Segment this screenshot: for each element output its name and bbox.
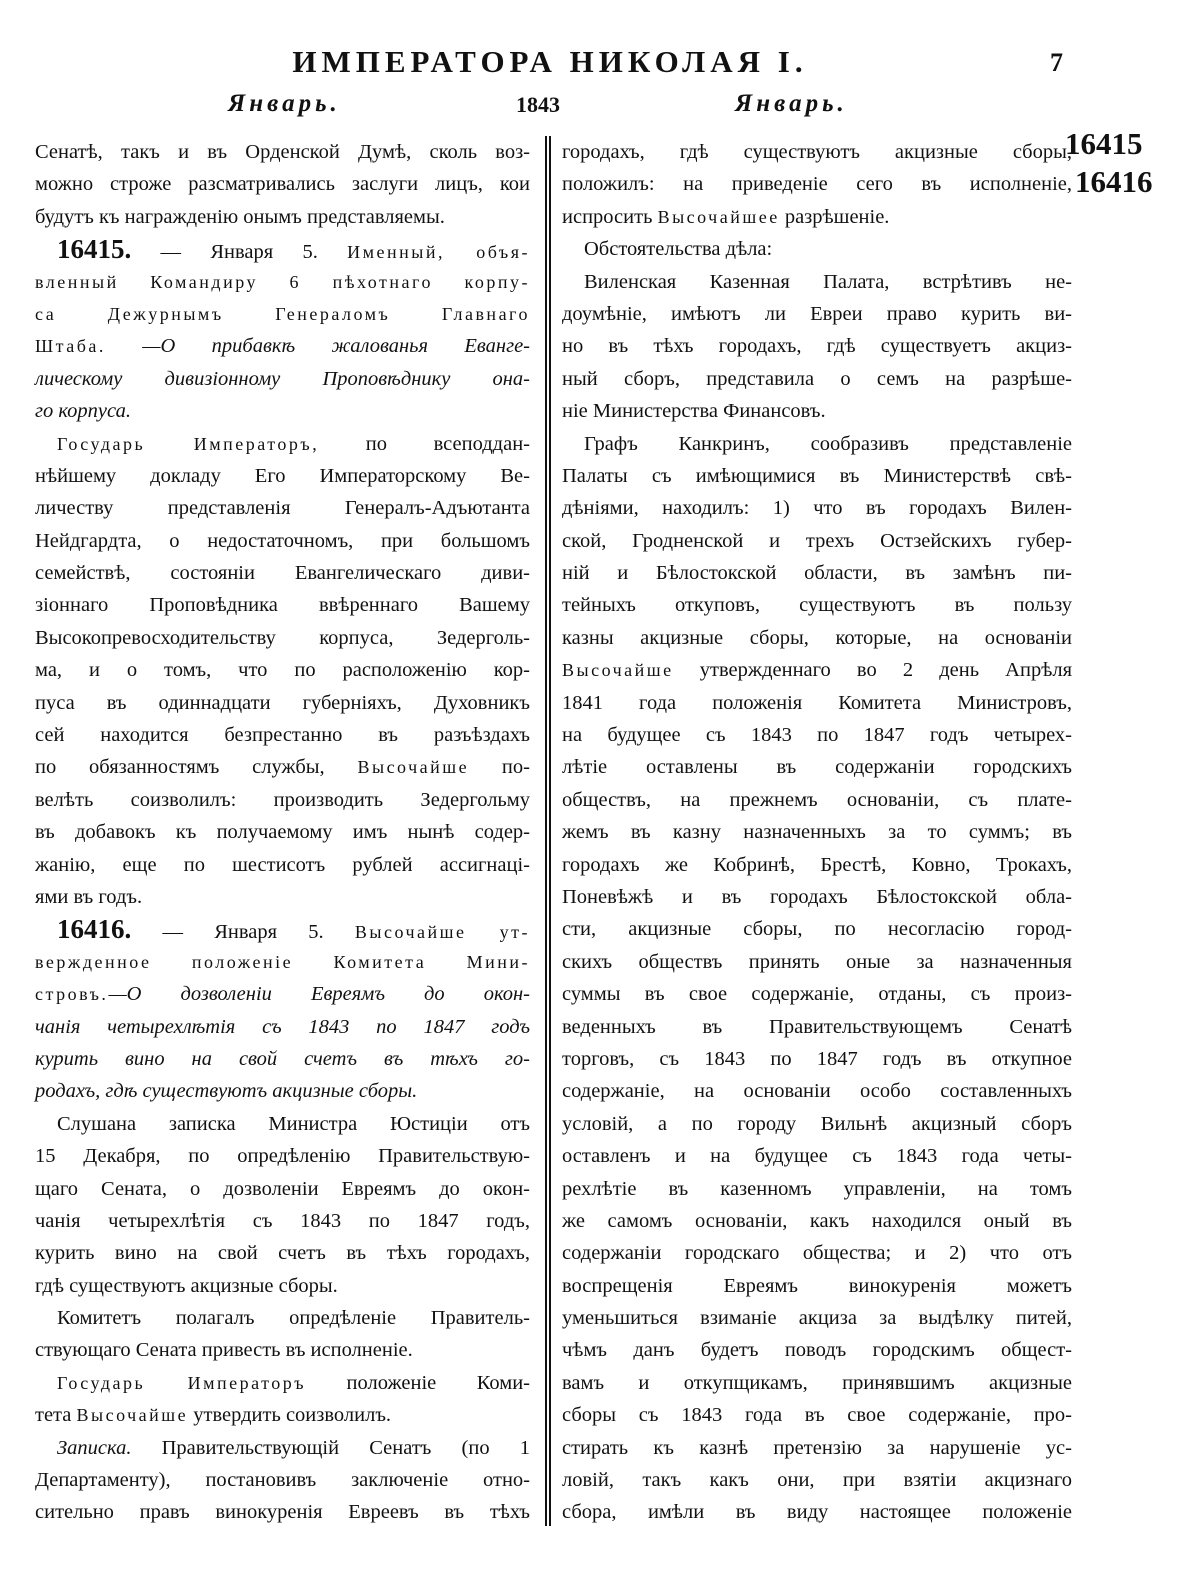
- text-run: городахъ, гдѣ существуютъ акцизные сборы,: [562, 141, 1072, 163]
- text-run: стровъ.: [35, 984, 109, 1005]
- text-run: ный сборъ, представила о семъ на разрѣше-: [562, 367, 1072, 390]
- text-line: [562, 687, 1072, 719]
- text-line: [35, 784, 530, 816]
- text-line: [562, 1011, 1072, 1043]
- text-run: по всеподдан-: [319, 432, 530, 455]
- text-line: [35, 1367, 530, 1399]
- text-run: Именный, объя-: [347, 242, 530, 263]
- text-line: [35, 849, 530, 881]
- entry-number: 16415.: [57, 234, 132, 265]
- text-line: [35, 1173, 530, 1205]
- text-line: [562, 1173, 1072, 1205]
- text-line: [562, 1205, 1072, 1237]
- text-line: [35, 1270, 530, 1302]
- year: 1843: [516, 92, 560, 117]
- text-run: уменьшиться взиманіе акциза за выдѣлку питей,: [562, 1307, 1072, 1330]
- text-run: содержаніе, на основаніи особо составленныхъ: [562, 1080, 1072, 1103]
- text-run: сей находится безпрестанно въ разъѣздахъ: [35, 724, 530, 747]
- text-line: [562, 525, 1072, 557]
- text-line: [35, 946, 530, 978]
- text-line: [562, 622, 1072, 654]
- text-line: [35, 1432, 530, 1464]
- text-line: [35, 913, 530, 945]
- text-line: [562, 1496, 1072, 1528]
- text-run: на будущее съ 1843 по 1847 годъ четырех-: [562, 724, 1072, 747]
- text-run: ніе Министерства Финансовъ.: [562, 400, 826, 423]
- text-line: [562, 1108, 1072, 1140]
- text-run: же самомъ основаніи, какъ находился оный въ: [562, 1209, 1072, 1232]
- text-line: [562, 881, 1072, 913]
- text-run: 1841 года положенія Комитета Министровъ,: [562, 691, 1072, 714]
- text-line: [562, 233, 1072, 265]
- text-run: испросить: [562, 205, 658, 228]
- text-line: [562, 266, 1072, 298]
- text-run: казны акцизные сборы, которые, на основаніи: [562, 626, 1072, 649]
- text-run: положилъ: на приведеніе сего въ исполненіе,: [562, 173, 1072, 196]
- text-run: Сенатѣ, такъ и въ Орденской Думѣ, сколь воз-: [35, 141, 530, 163]
- text-line: [35, 201, 530, 233]
- text-run: Виленская Казенная Палата, встрѣтивъ не-: [584, 270, 1072, 293]
- text-run: личеству представленія Генералъ-Адъютанта: [35, 497, 530, 520]
- running-title: ИМПЕРАТОРА НИКОЛАЯ I.: [292, 44, 808, 79]
- text-run: пуса въ одиннадцати губерніяхъ, Духовникъ: [35, 691, 530, 714]
- text-line: [562, 1367, 1072, 1399]
- text-run: тейныхъ откуповъ, существуютъ въ пользу: [562, 594, 1072, 617]
- text-run: скихъ обществъ принять оные за назначенныя: [562, 950, 1072, 973]
- text-line: [562, 654, 1072, 686]
- text-line: [35, 1043, 530, 1075]
- text-run: утвердить соизволилъ.: [188, 1404, 392, 1427]
- text-run: Штаба.: [35, 336, 106, 357]
- text-run: можно строже разсматривались заслуги лицъ, кои: [35, 173, 530, 196]
- text-line: [35, 298, 530, 330]
- text-line: [562, 363, 1072, 395]
- text-run: гдѣ существуютъ акцизные сборы.: [35, 1274, 338, 1297]
- text-run: веденныхъ въ Правительствующемъ Сенатѣ: [562, 1015, 1072, 1038]
- text-run: родахъ, гдѣ существуютъ акцизные сборы.: [35, 1080, 418, 1103]
- text-run: сительно правъ винокуренія Евреевъ въ тѣхъ: [35, 1501, 530, 1524]
- text-line: [562, 557, 1072, 589]
- text-line: [562, 1302, 1072, 1334]
- text-run: утвержденнаго во 2 день Апрѣля: [673, 659, 1072, 682]
- text-line: [562, 168, 1072, 200]
- text-line: [562, 1399, 1072, 1431]
- text-run: Высочайше: [357, 757, 470, 778]
- text-run: — Января 5.: [131, 241, 348, 264]
- text-line: [35, 136, 530, 168]
- text-line: [562, 1464, 1072, 1496]
- text-line: [35, 1075, 530, 1107]
- text-line: [562, 946, 1072, 978]
- text-run: ской, Гродненской и трехъ Остзейскихъ губер-: [562, 529, 1072, 552]
- text-run: нѣйшему докладу Его Императорскому Ве-: [35, 464, 530, 487]
- column-divider: [545, 136, 551, 1526]
- text-run: ловій, такъ какъ они, при взятіи акцизнаго: [562, 1469, 1072, 1492]
- page-number: 7: [1050, 48, 1063, 77]
- month-right: Январь.: [735, 90, 848, 117]
- text-run: обществъ, на прежнемъ основаніи, съ плате-: [562, 788, 1072, 811]
- text-line: [562, 201, 1072, 233]
- text-run: ма, и о томъ, что по расположенію кор-: [35, 659, 530, 682]
- text-run: щаго Сената, о дозволеніи Евреямъ до окон-: [35, 1177, 530, 1200]
- text-line: [35, 460, 530, 492]
- text-line: [35, 168, 530, 200]
- text-run: тета: [35, 1404, 77, 1427]
- text-run: ній и Бѣлостокской области, въ замѣнъ пи-: [562, 562, 1072, 585]
- text-line: [35, 816, 530, 848]
- text-line: [562, 913, 1072, 945]
- text-run: Высочайше: [562, 660, 674, 681]
- text-line: [35, 1399, 530, 1431]
- text-run: вленный Командиру 6 пѣхотнаго корпу-: [35, 271, 530, 292]
- text-run: въ добавокъ къ получаемому имъ нынѣ содер-: [35, 821, 530, 844]
- entry-number: 16416.: [57, 914, 132, 945]
- text-run: дѣніями, находилъ: 1) что въ городахъ Вилен-: [562, 497, 1072, 520]
- text-line: [562, 460, 1072, 492]
- text-run: доумѣніе, имѣютъ ли Евреи право курить ви-: [562, 302, 1072, 325]
- text-line: [562, 816, 1072, 848]
- text-line: [562, 428, 1072, 460]
- text-line: [562, 589, 1072, 621]
- left-column: [35, 136, 530, 1529]
- text-run: курить вино на свой счетъ въ тѣхъ городахъ,: [35, 1242, 530, 1265]
- text-line: [562, 784, 1072, 816]
- text-run: но въ тѣхъ городахъ, гдѣ существуетъ акциз-: [562, 335, 1072, 358]
- text-run: зіоннаго Проповѣдника ввѣреннаго Вашему: [35, 594, 530, 617]
- text-run: жанію, еще по шестисотъ рублей ассигнаці-: [35, 853, 530, 876]
- text-run: го корпуса.: [35, 400, 131, 423]
- text-line: [562, 1043, 1072, 1075]
- text-line: [35, 1334, 530, 1366]
- text-line: [35, 1205, 530, 1237]
- text-line: [35, 881, 530, 913]
- text-run: Правительствующій Сенатъ (по 1: [131, 1436, 530, 1459]
- text-line: [35, 1011, 530, 1043]
- text-run: Палаты съ имѣющимися въ Министерствѣ свѣ-: [562, 464, 1072, 487]
- text-line: [35, 654, 530, 686]
- text-run: суммы въ свое содержаніе, отданы, съ произ-: [562, 983, 1072, 1006]
- text-line: [35, 266, 530, 298]
- text-line: [35, 1496, 530, 1528]
- text-run: рехлѣтіе въ казенномъ управленіи, на томъ: [562, 1177, 1072, 1200]
- text-line: [35, 589, 530, 621]
- text-run: разрѣшеніе.: [779, 205, 890, 228]
- text-line: [562, 1432, 1072, 1464]
- text-run: Обстоятельства дѣла:: [584, 238, 773, 261]
- text-run: ствующаго Сената привесть въ исполненіе.: [35, 1339, 413, 1362]
- text-run: чанія четырехлѣтія съ 1843 по 1847 годъ: [35, 1015, 530, 1038]
- text-line: [35, 492, 530, 524]
- text-line: [35, 233, 530, 265]
- text-line: [562, 395, 1072, 427]
- text-line: [562, 1140, 1072, 1172]
- text-run: —О дозволеніи Евреямъ до окон-: [108, 983, 530, 1006]
- text-run: ями въ годъ.: [35, 885, 143, 908]
- text-run: по-: [469, 756, 530, 779]
- text-line: [35, 719, 530, 751]
- text-line: [562, 1237, 1072, 1269]
- text-line: [562, 1075, 1072, 1107]
- text-run: Государь Императоръ,: [57, 433, 320, 454]
- text-line: [35, 525, 530, 557]
- text-line: [35, 978, 530, 1010]
- right-column: [562, 136, 1072, 1529]
- text-run: вержденное положеніе Комитета Мини-: [35, 951, 530, 972]
- text-run: чанія четырехлѣтія съ 1843 по 1847 годъ,: [35, 1209, 530, 1232]
- text-run: по обязанностямъ службы,: [35, 756, 358, 779]
- text-run: Высочайше: [76, 1405, 189, 1426]
- text-run: вамъ и откупщикамъ, принявшимъ акцизные: [562, 1371, 1072, 1394]
- text-line: [562, 751, 1072, 783]
- text-run: сти, акцизные сборы, по несогласію город-: [562, 918, 1072, 941]
- text-run: будутъ къ награжденію онымъ представляемы.: [35, 205, 445, 228]
- text-line: [35, 428, 530, 460]
- text-run: содержаніи городскаго общества; и 2) что отъ: [562, 1242, 1072, 1265]
- text-line: [562, 1270, 1072, 1302]
- text-run: воспрещенія Евреямъ винокуренія можетъ: [562, 1274, 1072, 1297]
- text-run: Государь Императоръ: [57, 1372, 307, 1393]
- text-run: Высокопревосходительству корпуса, Зедерголь-: [35, 626, 530, 649]
- text-run: Высочайшее: [657, 206, 780, 227]
- text-run: чѣмъ данъ будетъ поводъ городскимъ общест-: [562, 1339, 1072, 1362]
- text-run: курить вино на свой счетъ въ тѣхъ го-: [35, 1047, 530, 1070]
- text-line: [35, 1464, 530, 1496]
- text-run: — Января 5.: [131, 921, 355, 944]
- month-left: Январь.: [228, 90, 341, 117]
- text-line: [562, 849, 1072, 881]
- text-run: Графъ Канкринъ, сообразивъ представленіе: [584, 432, 1072, 455]
- text-line: [35, 363, 530, 395]
- text-line: [562, 492, 1072, 524]
- text-run: городахъ же Кобринѣ, Брестѣ, Ковно, Трокахъ,: [562, 853, 1072, 876]
- text-run: сборы съ 1843 года въ свое содержаніе, про-: [562, 1404, 1072, 1427]
- text-run: Слушана записка Министра Юстиціи отъ: [57, 1112, 530, 1135]
- text-run: Высочайше ут-: [354, 922, 530, 943]
- text-line: [35, 1237, 530, 1269]
- text-run: жемъ въ казну назначенныхъ за то суммъ; въ: [562, 821, 1072, 844]
- text-run: —О прибавкѣ жалованья Еванге-: [105, 335, 530, 358]
- text-line: [35, 330, 530, 362]
- text-line: [35, 622, 530, 654]
- text-line: [35, 751, 530, 783]
- text-line: [562, 1334, 1072, 1366]
- text-run: торговъ, съ 1843 по 1847 годъ въ откупное: [562, 1047, 1072, 1070]
- text-run: лическому дивизіонному Проповѣднику она-: [35, 367, 530, 390]
- text-run: Департаменту), постановивъ заключеніе отно-: [35, 1469, 530, 1492]
- text-run: семействѣ, состояніи Евангелическаго диви-: [35, 562, 530, 585]
- text-run: сбора, имѣли въ виду настоящее положеніе: [562, 1501, 1072, 1524]
- text-line: [562, 136, 1072, 168]
- text-line: [35, 1108, 530, 1140]
- text-line: [562, 298, 1072, 330]
- text-run: Поневѣжѣ и въ городахъ Бѣлостокской обла-: [562, 885, 1072, 908]
- text-run: Записка.: [57, 1436, 132, 1459]
- text-line: [35, 557, 530, 589]
- text-run: 15 Декабря, по опредѣленію Правительствую-: [35, 1145, 530, 1168]
- text-run: стирать къ казнѣ претензію за нарушеніе ус-: [562, 1436, 1072, 1459]
- text-run: Комитетъ полагалъ опредѣленіе Правитель-: [57, 1307, 530, 1330]
- text-line: [562, 719, 1072, 751]
- text-run: положеніе Коми-: [306, 1371, 530, 1394]
- text-line: [35, 1140, 530, 1172]
- text-run: оставленъ и на будущее съ 1843 года четы-: [562, 1145, 1072, 1168]
- text-run: лѣтіе оставлены въ содержаніи городскихъ: [562, 756, 1072, 779]
- text-run: условій, а по городу Вильнѣ акцизный сборъ: [562, 1112, 1072, 1135]
- text-line: [35, 395, 530, 427]
- text-line: [562, 330, 1072, 362]
- text-line: [35, 1302, 530, 1334]
- margin-number-16415: 16415: [1065, 126, 1143, 161]
- text-run: Нейдгардта, о недостаточномъ, при большомъ: [35, 529, 530, 552]
- text-line: [562, 978, 1072, 1010]
- text-run: велѣть соизволилъ: производить Зедергольму: [35, 788, 530, 811]
- margin-number-16416: 16416: [1075, 164, 1153, 199]
- text-line: [35, 687, 530, 719]
- text-run: са Дежурнымъ Генераломъ Главнаго: [35, 303, 530, 324]
